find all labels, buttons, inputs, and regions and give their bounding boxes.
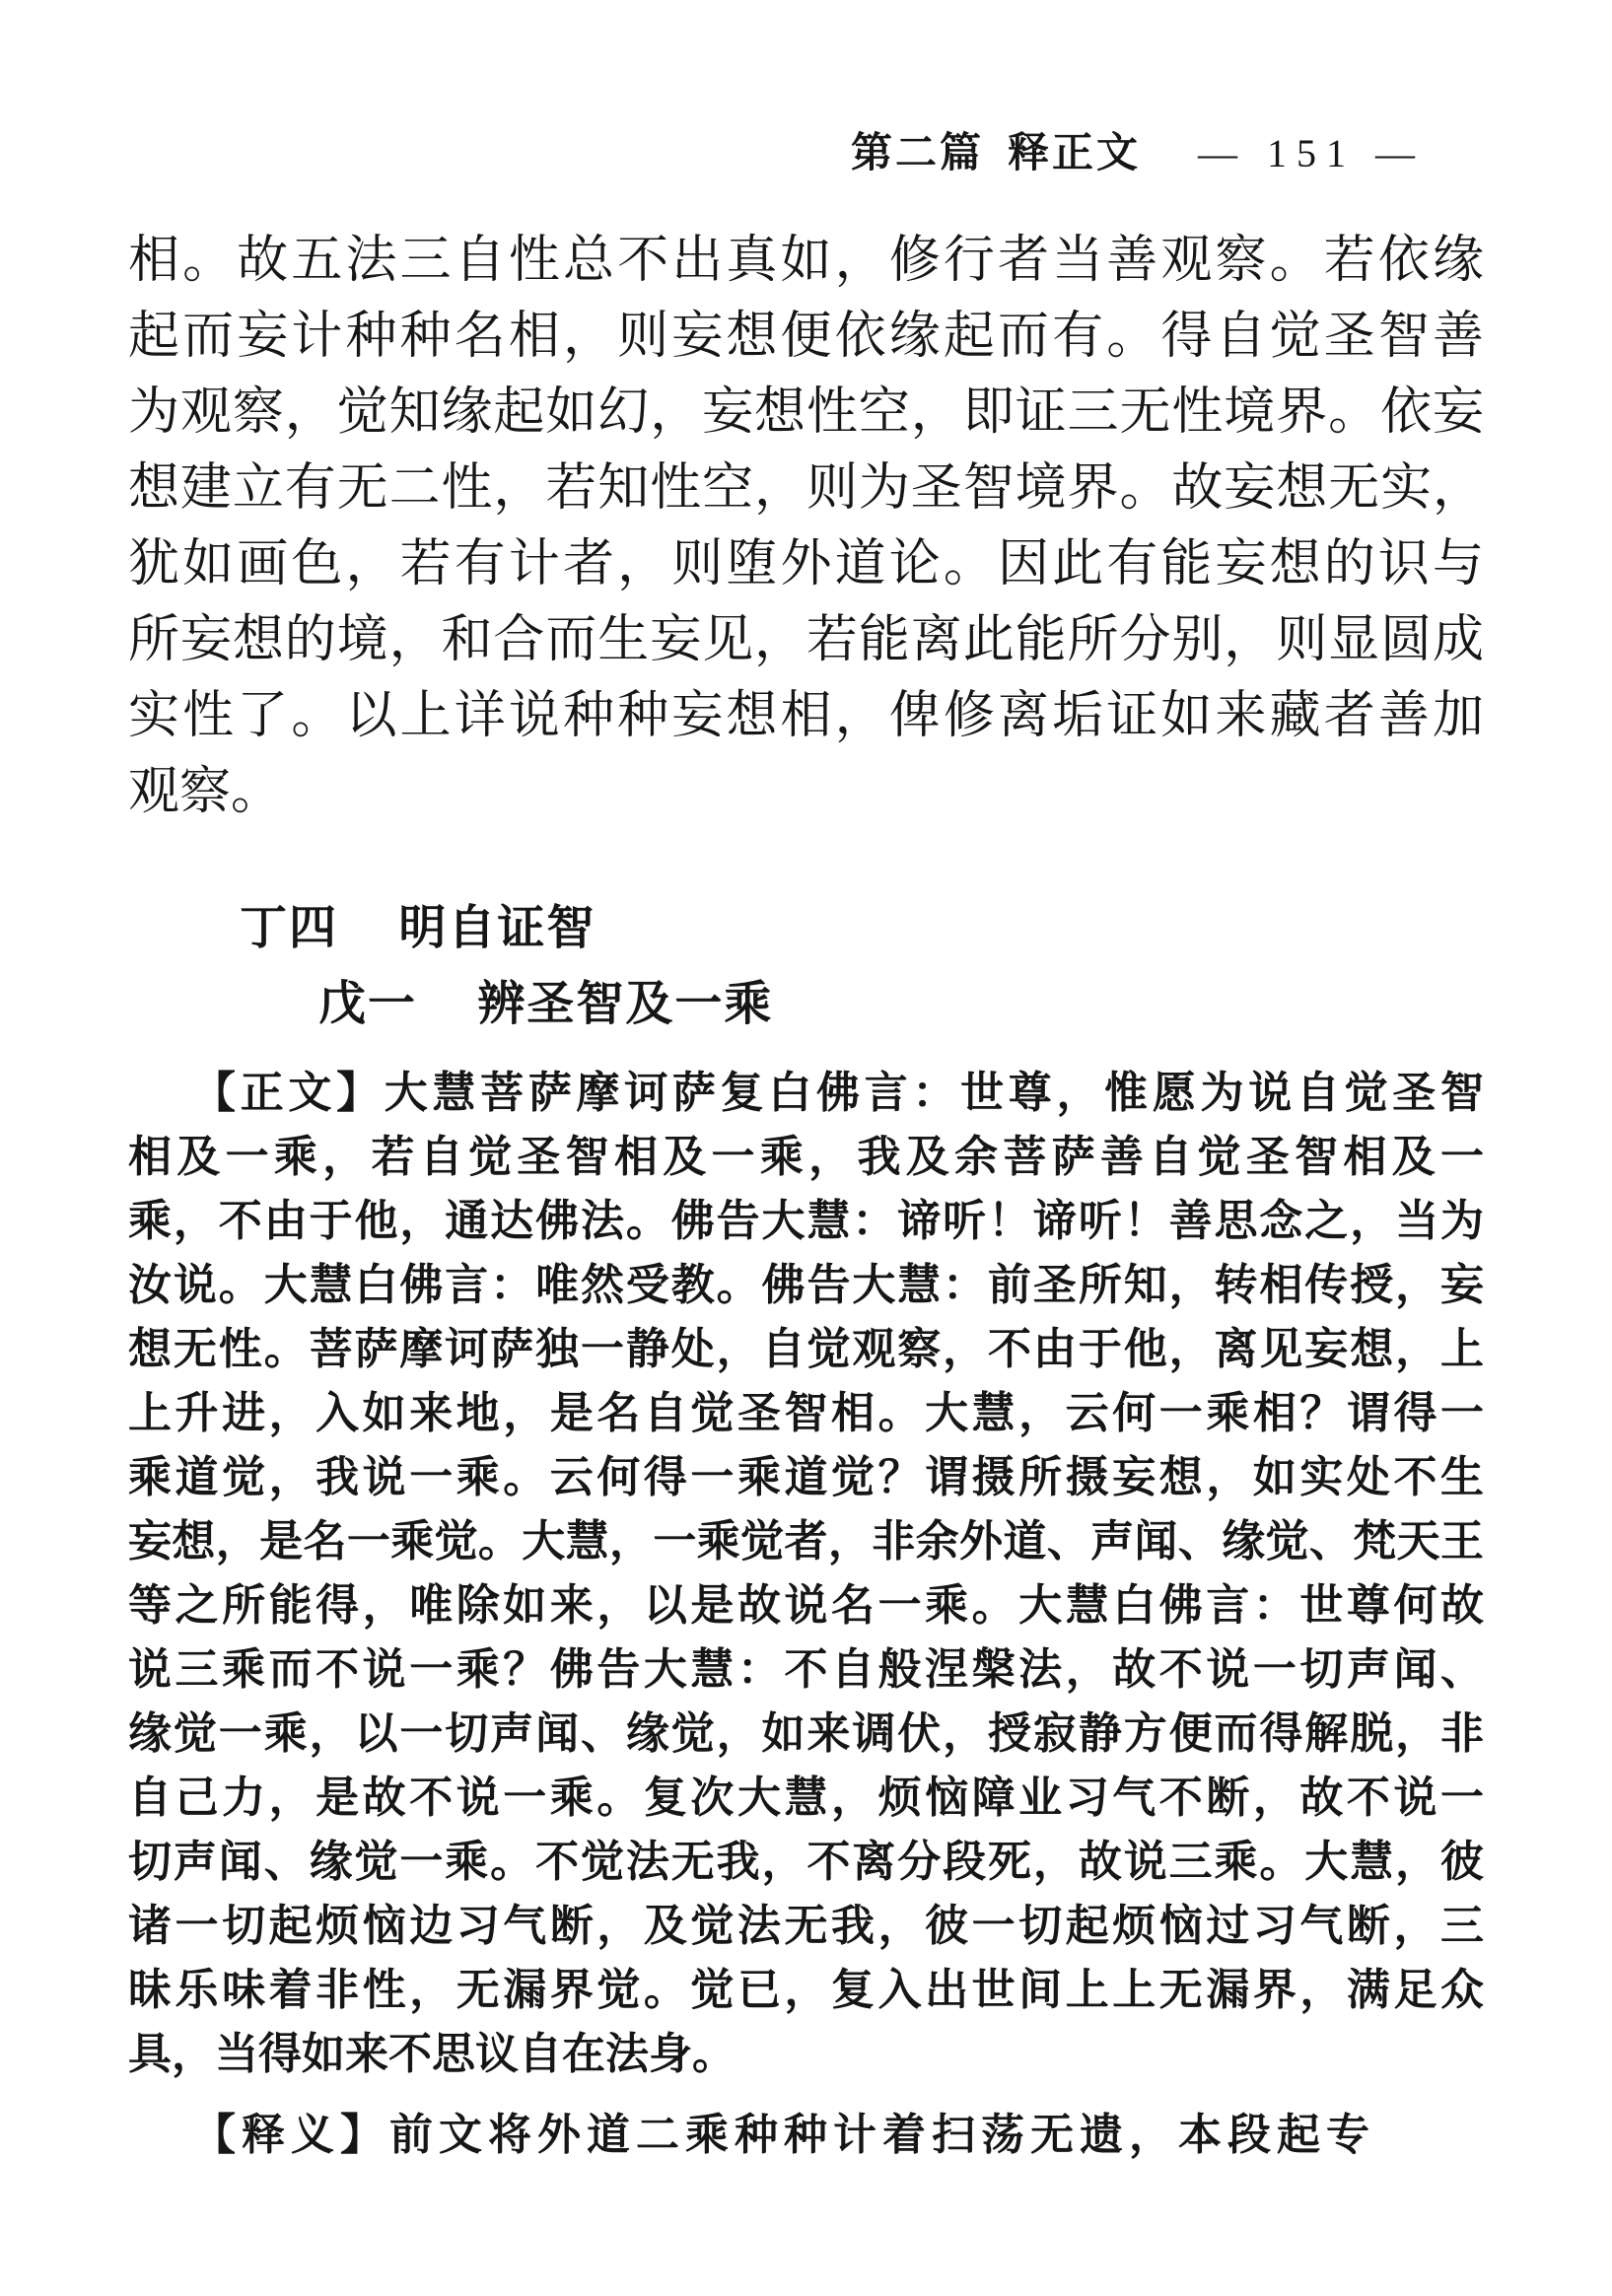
text-line: 为观察，觉知缘起如幻，妄想性空，即证三无性境界。依妄 <box>128 384 1484 441</box>
page-number: — 151 — <box>1198 131 1425 175</box>
paragraph-continuation <box>128 223 1484 830</box>
text-line: 相。故五法三自性总不出真如，修行者当善观察。若依缘 <box>128 233 1484 289</box>
text-line: 妄想，是名一乘觉。大慧，一乘觉者，非余外道、声闻、缘觉、梵天王 <box>128 1517 1484 1565</box>
text-line: 自己力，是故不说一乘。复次大慧，烦恼障业习气不断，故不说一 <box>128 1774 1484 1822</box>
text-line: 上升进，入如来地，是名自觉圣智相。大慧，云何一乘相？谓得一 <box>128 1389 1484 1437</box>
text-line: 犹如画色，若有计者，则堕外道论。因此有能妄想的识与 <box>128 536 1484 592</box>
text-line: 所妄想的境，和合而生妄见，若能离此能所分别，则显圆成 <box>128 612 1484 668</box>
text-line: 切声闻、缘觉一乘。不觉法无我，不离分段死，故说三乘。大慧，彼 <box>128 1838 1484 1886</box>
text-line: 说三乘而不说一乘？佛告大慧：不自般涅槃法，故不说一切声闻、 <box>128 1645 1484 1694</box>
text-line: 乘，不由于他，通达佛法。佛告大慧：谛听！谛听！善思念之，当为 <box>128 1197 1484 1245</box>
text-line: 乘道觉，我说一乘。云何得一乘道觉？谓摄所摄妄想，如实处不生 <box>128 1453 1484 1501</box>
text-line: 想建立有无二性，若知性空，则为圣智境界。故妄想无实， <box>128 460 1484 517</box>
text-line: 想无性。菩萨摩诃萨独一静处，自觉观察，不由于他，离见妄想，上 <box>128 1325 1484 1373</box>
text-line: 具，当得如来不思议自在法身。 <box>128 2030 736 2078</box>
text-line: 诸一切起烦恼边习气断，及觉法无我，彼一切起烦恼过习气断，三 <box>128 1902 1484 1950</box>
header-chapter-title: 释正文 <box>1007 131 1141 176</box>
text-line: 缘觉一乘，以一切声闻、缘觉，如来调伏，授寂静方便而得解脱，非 <box>128 1709 1484 1758</box>
text-line: 起而妄计种种名相，则妄想便依缘起而有。得自觉圣智善 <box>128 309 1484 365</box>
heading-number: 丁四 <box>240 902 339 954</box>
text-line: 等之所能得，唯除如来，以是故说名一乘。大慧白佛言：世尊何故 <box>128 1581 1484 1630</box>
heading-title: 辨圣智及一乘 <box>477 978 774 1030</box>
text-line: 昧乐味着非性，无漏界觉。觉已，复入出世间上上无漏界，满足众 <box>128 1966 1484 2014</box>
text-line: 【正文】大慧菩萨摩诃萨复白佛言：世尊，惟愿为说自觉圣智 <box>192 1069 1484 1117</box>
heading-number: 戊一 <box>318 978 418 1030</box>
text-line: 汝说。大慧白佛言：唯然受教。佛告大慧：前圣所知，转相传授，妄 <box>128 1261 1484 1309</box>
heading-title: 明自证智 <box>398 902 596 954</box>
text-line: 相及一乘，若自觉圣智相及一乘，我及余菩萨善自觉圣智相及一 <box>128 1133 1484 1181</box>
text-line: 观察。 <box>128 764 283 820</box>
text-line: 实性了。以上详说种种妄想相，俾修离垢证如来藏者善加 <box>128 688 1484 744</box>
running-header <box>0 128 1425 179</box>
commentary-paragraph <box>128 2103 1484 2167</box>
header-section-title: 第二篇 <box>850 131 984 176</box>
text-line: 【释义】前文将外道二乘种种计着扫荡无遗，本段起专 <box>192 2111 1375 2159</box>
section-heading-level2 <box>318 974 773 1035</box>
section-heading-level1 <box>240 898 596 959</box>
scripture-paragraph <box>128 1061 1484 2086</box>
